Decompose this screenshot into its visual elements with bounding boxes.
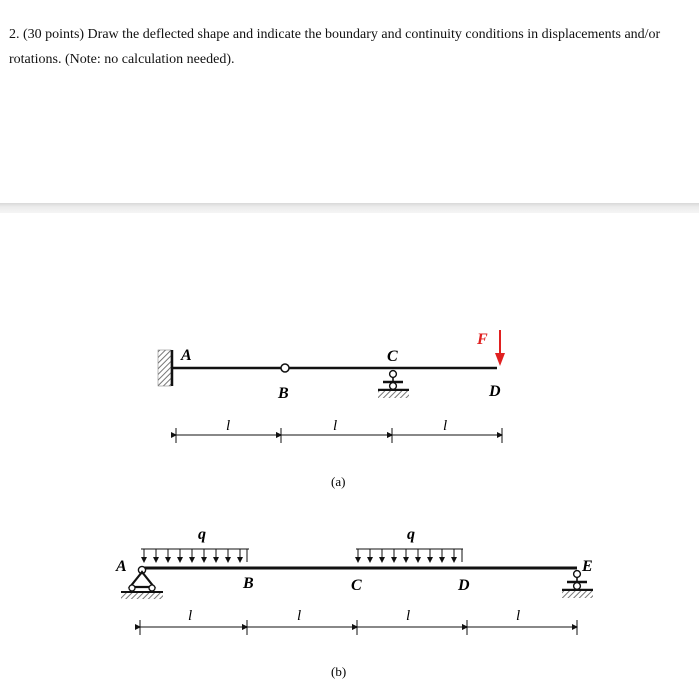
hinge-b [281,364,289,372]
pin-support-a [121,566,163,599]
label-d: D [489,383,501,400]
label-f: F [477,331,488,348]
load-label-q-2: q [407,526,415,543]
dim-label-a-1: l [226,418,231,434]
label-b-b: B [243,575,254,592]
question-text: 2. (30 points) Draw the deflected shape and indicate the boundary and continuity conditions in displacements and/or rotations. (Note: no calculation needed). [9,27,661,67]
dim-label-b-1: l [188,608,193,624]
label-b: B [278,385,289,402]
dim-label-b-3: l [406,608,411,624]
caption-a: (a) [331,474,346,489]
dim-label-a-2: l [333,418,338,434]
fixed-wall-a [158,350,171,386]
dimension-line-b [140,620,577,635]
dim-label-b-2: l [297,608,302,624]
label-e-b: E [582,558,593,575]
roller-support-c [378,371,409,398]
label-a: A [181,347,192,364]
label-c-b: C [351,577,362,594]
figure-b [115,526,593,679]
force-f-arrowhead [495,353,505,366]
label-a-b: A [116,558,127,575]
dimension-line-a [176,428,502,443]
dim-label-a-3: l [443,418,448,434]
load-label-q-1: q [198,526,206,543]
caption-b: (b) [331,664,347,679]
label-c: C [387,348,398,365]
distributed-load-1 [141,549,249,562]
dim-label-b-4: l [516,608,521,624]
figure-a [158,330,505,489]
distributed-load-2 [356,549,463,562]
label-d-b: D [458,577,470,594]
